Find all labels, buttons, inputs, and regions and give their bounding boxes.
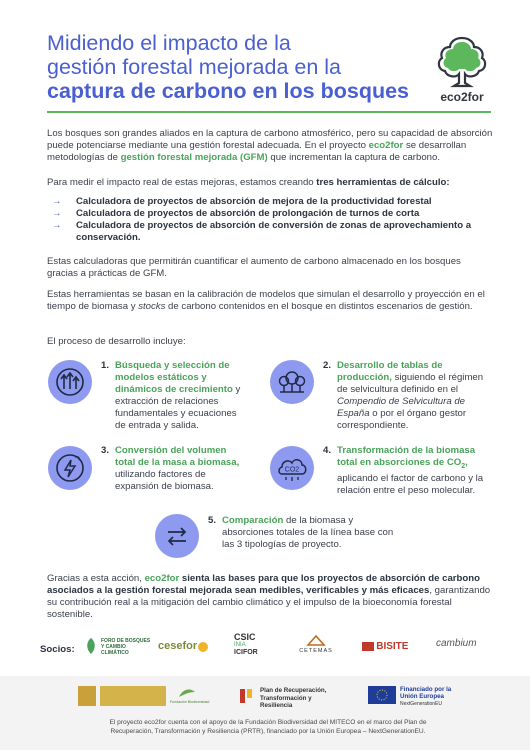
footnote: El proyecto eco2for cuenta con el apoyo de la Fundación Biodiversidad del MITECO en el marco del Plan de Recuperación, Transformación y Resiliencia (PRTR), financiado por la Unión Europea – NextGenerationEU. xyxy=(109,719,427,735)
tool-label: Calculadora de proyectos de absorción de prolongación de turnos de corta xyxy=(76,208,420,219)
closing-text: Gracias a esta acción, xyxy=(47,573,145,584)
step-number: 1. xyxy=(101,360,110,371)
step-5-icon-circle xyxy=(155,514,199,558)
ministry-band xyxy=(100,686,166,706)
arrow-right-icon: → xyxy=(52,196,62,207)
logo-gobierno-espana xyxy=(78,686,166,706)
step-text xyxy=(222,515,394,551)
logo-cesefor xyxy=(158,640,208,652)
step-compendio: Compendio de Selvicultura de España xyxy=(337,396,465,419)
compare-arrows-icon xyxy=(155,514,199,558)
cesefor-label: cesefor xyxy=(158,640,198,652)
step-heading: Transformación de la biomasa total en absorciones de CO xyxy=(337,445,476,468)
step-4-icon-circle xyxy=(270,446,314,490)
step-3-icon-circle xyxy=(48,446,92,490)
eu-label: Financiado por la Unión Europea xyxy=(400,686,452,701)
inia-label: INIA xyxy=(234,642,246,648)
spain-shield-icon xyxy=(78,686,96,706)
step-1-icon-circle xyxy=(48,360,92,404)
arrow-right-icon: → xyxy=(52,220,62,231)
paragraph-calculators: Estas calculadoras que permitirán cuantificar el aumento de carbono almacenado en los bosques gracias a prácticas de GFM. xyxy=(47,256,461,279)
tool-label: Calculadora de proyectos de absorción de conversión de zonas de aprovechamiento a conservación. xyxy=(76,220,472,243)
closing-brand: eco2for xyxy=(144,573,180,584)
step-text xyxy=(337,445,493,497)
step-description: aplicando el factor de carbono y la relación entre el peso molecular. xyxy=(337,472,484,496)
growth-arrows-icon xyxy=(48,360,92,404)
title-line-1: Midiendo el impacto de la xyxy=(47,31,291,55)
tools-intro xyxy=(47,177,493,189)
tools-intro-bold: tres herramientas de cálculo: xyxy=(316,177,450,188)
forest-table-icon xyxy=(270,360,314,404)
co2-cloud-icon xyxy=(270,446,314,490)
logo-bisite xyxy=(362,641,408,652)
logo-wordmark: eco2for xyxy=(440,90,484,104)
step-2-icon-circle xyxy=(270,360,314,404)
step-description: siguiendo el régimen de selvicultura definido en el xyxy=(337,372,484,395)
models-text: Estas herramientas se basan en la calibración de modelos que simulan el desarrollo y proyección en el tiempo de biomasa y xyxy=(47,289,485,312)
step-description: utilizando factores de expansión de biomasa. xyxy=(115,469,214,492)
bisite-label: BISITE xyxy=(376,641,409,652)
logo-plan-recuperacion xyxy=(238,686,338,708)
closing-text-2: , garantizando su contribución real a la mitigación del cambio climático y el impulso de la bioeconomía forestal sostenible. xyxy=(47,585,491,620)
cambium-label: cambium xyxy=(436,638,477,649)
closing-bold: sienta las bases para que los proyectos de absorción de carbono asociados a la gestión forestal mejorada sean medibles, verificables y más eficaces xyxy=(47,573,480,596)
step-heading: Comparación xyxy=(222,515,284,526)
intro-text-3: que incrementan la captura de carbono. xyxy=(267,152,441,163)
plan-label: Plan de Recuperación, Transformación y Resiliencia xyxy=(260,687,327,709)
tools-intro-text: Para medir el impacto real de estas mejoras, estamos creando xyxy=(47,177,317,188)
models-stocks: stocks xyxy=(138,301,166,312)
cetemas-house-icon xyxy=(306,634,326,646)
title-divider xyxy=(47,111,491,113)
cesefor-dot xyxy=(198,642,208,652)
partners-label: Socios: xyxy=(40,644,75,655)
biomass-energy-icon xyxy=(48,446,92,490)
arrow-right-icon: → xyxy=(52,208,62,219)
page-title xyxy=(47,31,417,103)
paragraph-models xyxy=(47,289,493,313)
tool-item xyxy=(52,220,492,244)
fb-label: Fundación Biodiversidad xyxy=(170,700,210,704)
step-description: de la biomasa y absorciones totales de la línea base con las 3 tipologías de proyecto. xyxy=(222,515,394,550)
fb-leaf-icon xyxy=(177,686,197,698)
step-number: 2. xyxy=(323,360,332,371)
intro-text: Los bosques son grandes aliados en la captura de carbono atmosférico, pero su capacidad de absorción puede potenciarse mediante una gestión forestal adecuada. En el proyecto xyxy=(47,128,493,151)
leaf-icon xyxy=(84,637,98,655)
logo-cambium xyxy=(436,638,477,649)
step-description-2: o por el órgano gestor correspondiente. xyxy=(337,408,467,431)
paragraph-process: El proceso de desarrollo incluye: xyxy=(47,336,186,347)
tree-icon xyxy=(432,34,492,90)
step-number: 5. xyxy=(208,515,217,526)
bisite-mark xyxy=(362,642,374,651)
co2-label: CO2 xyxy=(284,466,300,474)
tool-item xyxy=(52,208,492,220)
intro-brand: eco2for xyxy=(368,140,404,151)
title-line-2: gestión forestal mejorada en la xyxy=(47,55,342,79)
tool-label: Calculadora de proyectos de absorción de mejora de la productividad forestal xyxy=(76,196,432,207)
step-text xyxy=(115,360,249,432)
eco2for-logo xyxy=(432,34,492,104)
step-description: y extracción de relaciones fundamentales y ecuaciones de entrada y salida. xyxy=(115,384,241,431)
intro-paragraph xyxy=(47,128,493,164)
logo-fundacion-biodiversidad xyxy=(170,686,210,706)
step-number: 3. xyxy=(101,445,110,456)
step-text xyxy=(115,445,249,493)
nextgen-label: NextGenerationEU xyxy=(400,701,442,707)
foro-label: FORO DE BOSQUES Y CAMBIO CLIMÁTICO xyxy=(101,638,151,656)
step-heading: Conversión del volumen total de la masa a biomasa, xyxy=(115,445,240,468)
prtr-icon xyxy=(238,686,256,706)
title-line-3: captura de carbono en los bosques xyxy=(47,79,409,103)
models-text-2: de carbono contenidos en el bosque en distintos escenarios de gestión. xyxy=(165,301,473,312)
logo-cetemas xyxy=(294,634,338,654)
intro-text-2: se desarrollan metodologías de xyxy=(47,140,467,163)
step-text xyxy=(337,360,489,432)
step-number: 4. xyxy=(323,445,332,456)
closing-paragraph xyxy=(47,573,493,621)
logo-eu-nextgen xyxy=(368,686,468,708)
logo-csic-inia-icifor xyxy=(234,633,276,657)
cetemas-label: CETEMAS xyxy=(299,648,333,654)
tools-list xyxy=(52,196,492,244)
icifor-label: ICIFOR xyxy=(234,649,258,656)
csic-label: CSIC xyxy=(234,632,256,642)
step-heading-end: , xyxy=(465,457,468,468)
eu-flag-icon xyxy=(368,686,396,704)
step-heading: Desarrollo de tablas de producción, xyxy=(337,360,443,383)
intro-gfm: gestión forestal mejorada (GFM) xyxy=(120,152,268,163)
tool-item xyxy=(52,196,492,208)
step-subscript: 2 xyxy=(461,462,466,470)
step-heading: Búsqueda y selección de modelos estáticos y dinámicos de crecimiento xyxy=(115,360,233,395)
